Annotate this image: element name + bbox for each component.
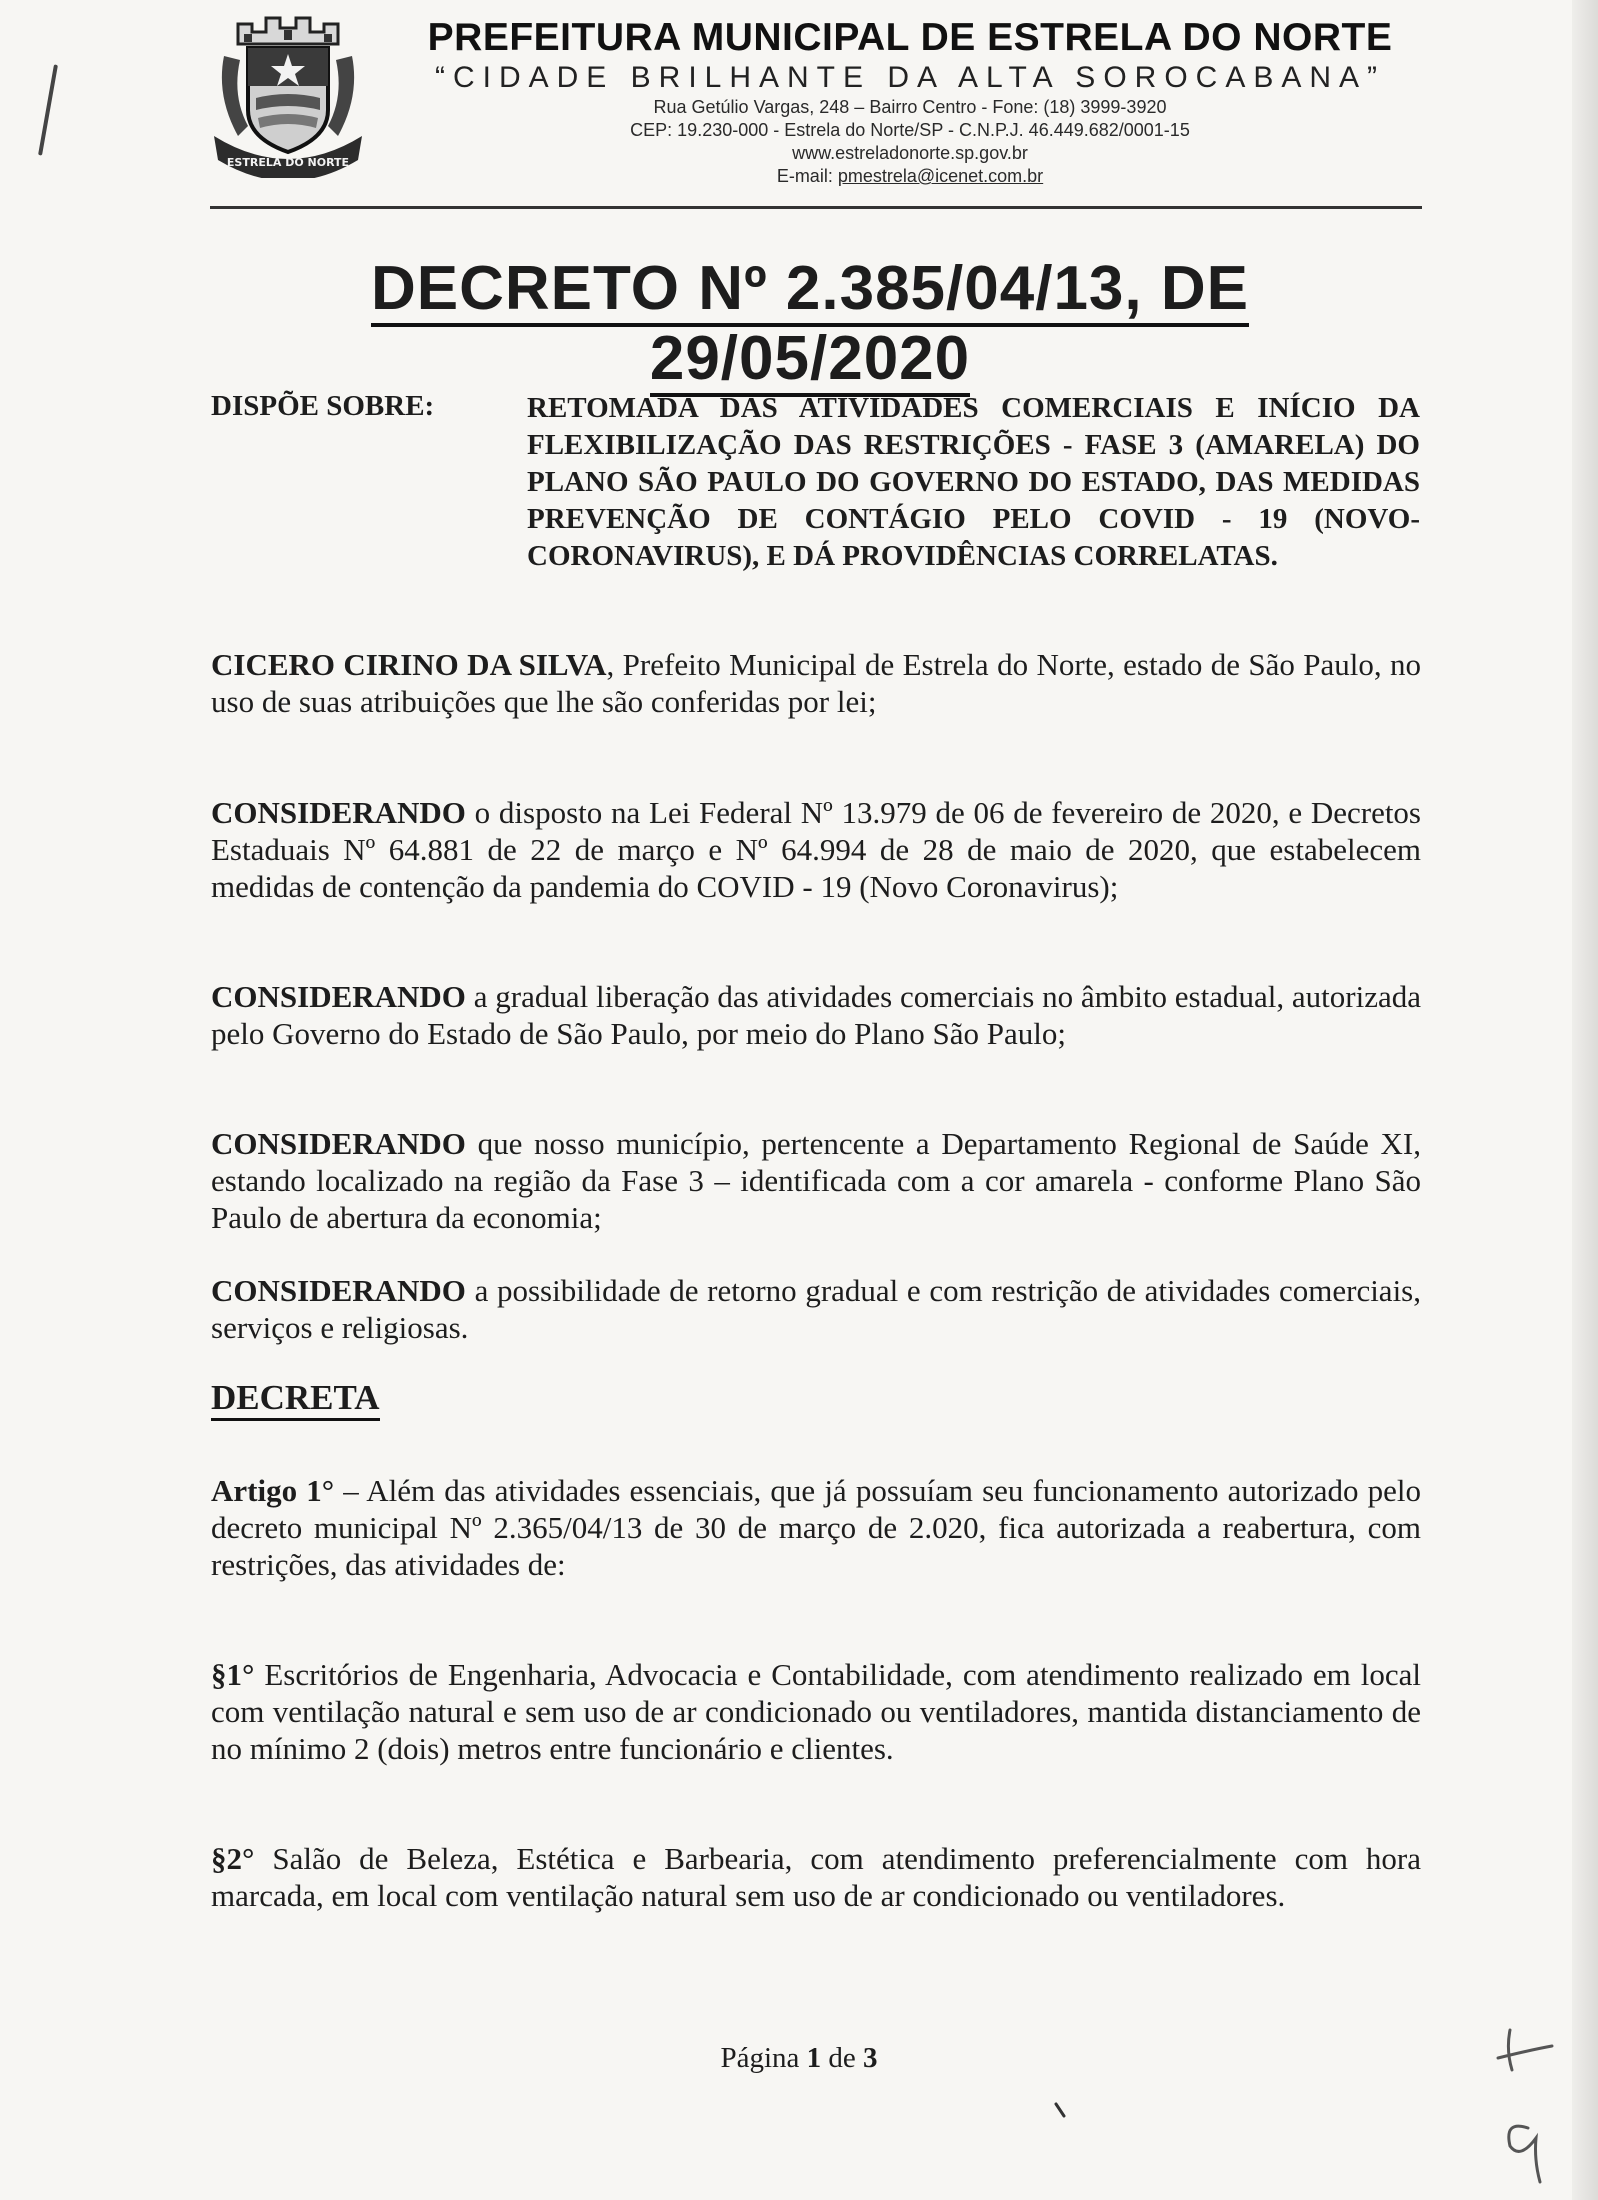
considerando-label: CONSIDERANDO <box>211 979 466 1014</box>
total-pages: 3 <box>863 2042 878 2074</box>
considerando-paragraph <box>211 794 1421 905</box>
considerando-text: que nosso município, pertencente a Departamento Regional de Saúde XI, estando localizado na região da Fase 3 – identificada com a cor amarela - conforme Plano São Paulo de abertura da economia; <box>211 1126 1421 1235</box>
section-paragraph <box>211 1840 1421 1914</box>
considerando-label: CONSIDERANDO <box>211 1273 466 1308</box>
considerando-text: o disposto na Lei Federal Nº 13.979 de 06 de fevereiro de 2020, e Decretos Estaduais Nº 64.881 de 22 de março e Nº 64.994 de 28 de maio de 2020, que estabelecem medidas de contenção da pandemia do COVID - 19 (Novo Coronavirus); <box>211 795 1421 904</box>
article-1-paragraph <box>211 1472 1421 1583</box>
website-line[interactable]: www.estreladonorte.sp.gov.br <box>792 143 1028 163</box>
section-label: §1° <box>211 1657 255 1692</box>
decree-title-text: DECRETO Nº 2.385/04/13, DE 29/05/2020 <box>371 254 1249 397</box>
dispoe-label: DISPÕE SOBRE: <box>211 390 435 422</box>
crest-ribbon-text: ESTRELA DO NORTE <box>226 156 350 169</box>
scan-speck <box>1052 2100 1068 2120</box>
municipality-title: PREFEITURA MUNICIPAL DE ESTRELA DO NORTE <box>427 16 1393 59</box>
page-middle: de <box>821 2042 864 2074</box>
article-label: Artigo 1° <box>211 1473 335 1508</box>
considerando-text: a gradual liberação das atividades comerciais no âmbito estadual, autorizada pelo Governo do Estado de São Paulo, por meio do Plano São Paulo; <box>211 979 1421 1051</box>
considerando-label: CONSIDERANDO <box>211 1126 466 1161</box>
header-divider <box>210 206 1422 209</box>
decree-title <box>210 254 1410 394</box>
considerando-paragraph <box>211 1272 1421 1346</box>
municipality-motto: “CIDADE BRILHANTE DA ALTA SOROCABANA” <box>434 61 1386 94</box>
letterhead <box>410 16 1410 188</box>
considerando-label: CONSIDERANDO <box>211 795 466 830</box>
address-line: Rua Getúlio Vargas, 248 – Bairro Centro - Fone: (18) 3999-3920 <box>653 97 1167 117</box>
scan-pen-mark <box>38 64 58 155</box>
preamble-paragraph <box>211 646 1421 720</box>
section-text: Escritórios de Engenharia, Advocacia e Contabilidade, com atendimento realizado em local com ventilação natural e sem uso de ar condicionado ou ventiladores, mantida distanciamento de no mínimo 2 (dois) metros entre funcionário e clientes. <box>211 1657 1421 1766</box>
considerando-paragraph <box>211 978 1421 1052</box>
page-number <box>0 2042 1598 2075</box>
considerando-paragraph <box>211 1125 1421 1236</box>
handwritten-initials-signature <box>1490 2010 1570 2190</box>
section-text: Salão de Beleza, Estética e Barbearia, com atendimento preferencialmente com hora marcada, em local com ventilação natural sem uso de ar condicionado ou ventiladores. <box>211 1841 1421 1913</box>
municipal-crest-logo <box>208 6 368 178</box>
dispoe-text: RETOMADA DAS ATIVIDADES COMERCIAIS E INÍCIO DA FLEXIBILIZAÇÃO DAS RESTRIÇÕES - FASE 3 (AMARELA) DO PLANO SÃO PAULO DO GOVERNO DO ESTADO, DAS MEDIDAS PREVENÇÃO DE CONTÁGIO PELO COVID - 19 (NOVO-CORONAVIRUS), E DÁ PROVIDÊNCIAS CORRELATAS. <box>527 392 1420 572</box>
cep-line: CEP: 19.230-000 - Estrela do Norte/SP - C.N.P.J. 46.449.682/0001-15 <box>630 120 1190 140</box>
mayor-name: CICERO CIRINO DA SILVA <box>211 647 607 682</box>
section-paragraph <box>211 1656 1421 1767</box>
section-label: §2° <box>211 1841 255 1876</box>
decreta-heading: DECRETA <box>211 1378 380 1421</box>
current-page: 1 <box>806 2042 822 2074</box>
email-line <box>410 165 1410 188</box>
considerando-text: a possibilidade de retorno gradual e com restrição de atividades comerciais, serviços e religiosas. <box>211 1273 1421 1345</box>
article-text: – Além das atividades essenciais, que já possuíam seu funcionamento autorizado pelo decreto municipal Nº 2.365/04/13 de 30 de março de 2.020, fica autorizada a reabertura, com restrições, das atividades de: <box>211 1473 1422 1582</box>
email-label: E-mail: <box>776 166 838 186</box>
scan-edge-shadow <box>1572 0 1598 2200</box>
email-link[interactable]: pmestrela@icenet.com.br <box>837 166 1044 186</box>
page-prefix: Página <box>720 2042 807 2074</box>
preamble-text: , Prefeito Municipal de Estrela do Norte, estado de São Paulo, no uso de suas atribuições que lhe são conferidas por lei; <box>211 647 1421 719</box>
